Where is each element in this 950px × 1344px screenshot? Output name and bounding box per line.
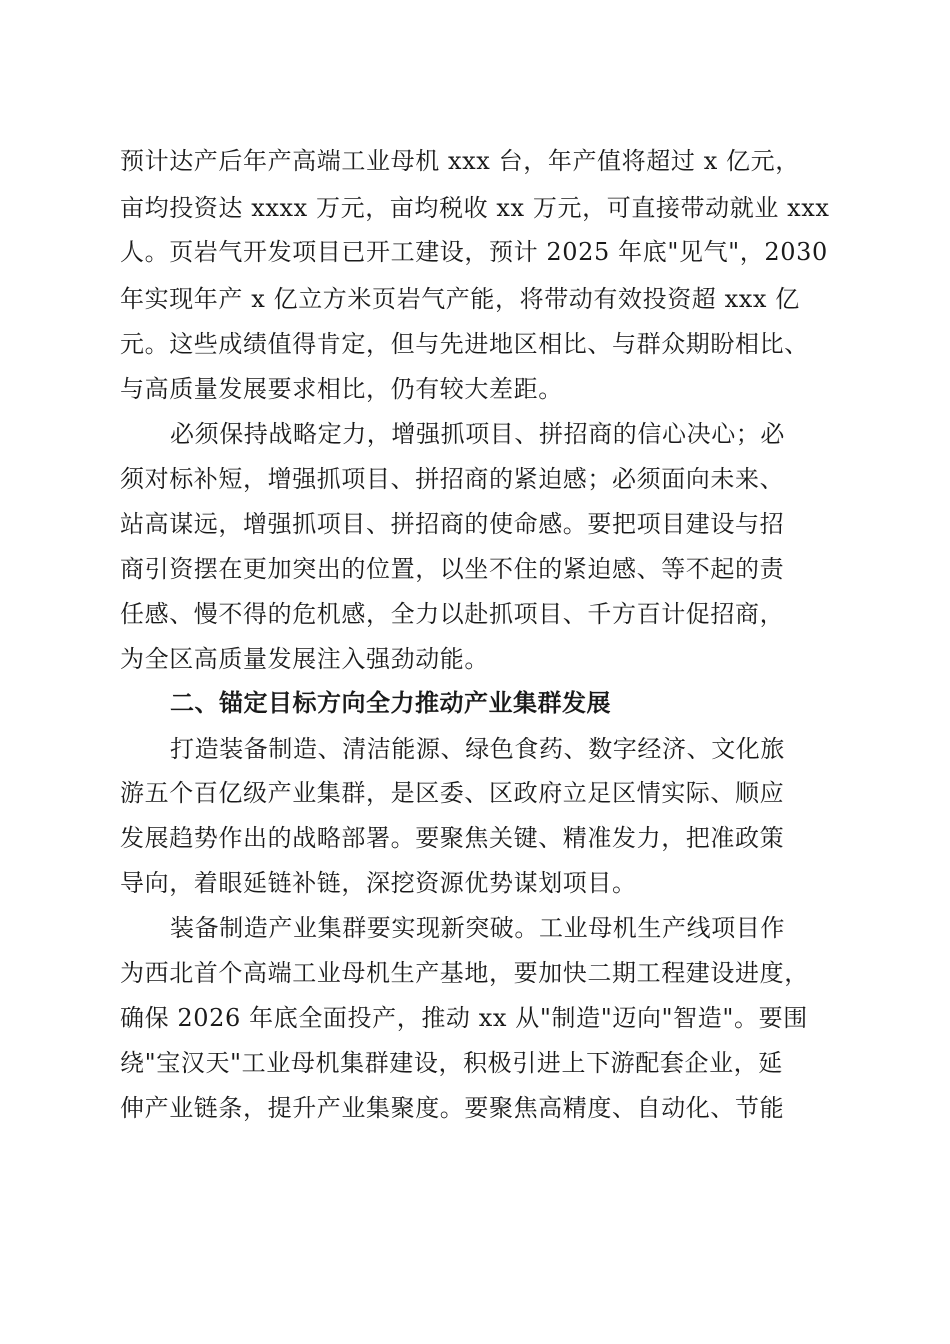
paragraph-3-line-3: 发展趋势作出的战略部署。要聚焦关键、精准发力，把准政策	[120, 824, 785, 852]
paragraph-3-line-4: 导向，着眼延链补链，深挖资源优势谋划项目。	[120, 869, 637, 897]
paragraph-4-line-1: 装备制造产业集群要实现新突破。工业母机生产线项目作	[170, 914, 785, 942]
paragraph-4-line-3: 确保 2026 年底全面投产，推动 xx 从"制造"迈向"智造"。要围	[120, 1004, 808, 1032]
paragraph-2-line-2: 须对标补短，增强抓项目、拼招商的紧迫感；必须面向未来、	[120, 465, 785, 493]
paragraph-4-line-4: 绕"宝汉天"工业母机集群建设，积极引进上下游配套企业，延	[120, 1049, 783, 1077]
paragraph-4-line-5: 伸产业链条，提升产业集聚度。要聚焦高精度、自动化、节能	[120, 1094, 785, 1122]
paragraph-3-line-2: 游五个百亿级产业集群，是区委、区政府立足区情实际、顺应	[120, 779, 785, 807]
paragraph-2-line-4: 商引资摆在更加突出的位置，以坐不住的紧迫感、等不起的责	[120, 555, 785, 583]
paragraph-1-line-3: 人。页岩气开发项目已开工建设，预计 2025 年底"见气"，2030	[120, 238, 828, 266]
paragraph-1-line-6: 与高质量发展要求相比，仍有较大差距。	[120, 375, 563, 403]
paragraph-4-line-2: 为西北首个高端工业母机生产基地，要加快二期工程建设进度，	[120, 959, 809, 987]
paragraph-2-line-3: 站高谋远，增强抓项目、拼招商的使命感。要把项目建设与招	[120, 510, 785, 538]
paragraph-1-line-5: 元。这些成绩值得肯定，但与先进地区相比、与群众期盼相比、	[120, 330, 809, 358]
paragraph-1-line-1: 预计达产后年产高端工业母机 xxx 台，年产值将超过 x 亿元，	[120, 147, 800, 175]
paragraph-1-line-2: 亩均投资达 xxxx 万元，亩均税收 xx 万元，可直接带动就业 xxx	[120, 194, 830, 222]
section-heading: 二、锚定目标方向全力推动产业集群发展	[170, 689, 611, 717]
paragraph-2-line-5: 任感、慢不得的危机感，全力以赴抓项目、千方百计促招商，	[120, 600, 785, 628]
paragraph-3-line-1: 打造装备制造、清洁能源、绿色食药、数字经济、文化旅	[170, 735, 785, 763]
paragraph-2-line-6: 为全区高质量发展注入强劲动能。	[120, 645, 489, 673]
paragraph-2-line-1: 必须保持战略定力，增强抓项目、拼招商的信心决心；必	[170, 420, 785, 448]
paragraph-1-line-4: 年实现年产 x 亿立方米页岩气产能，将带动有效投资超 xxx 亿	[120, 285, 800, 313]
